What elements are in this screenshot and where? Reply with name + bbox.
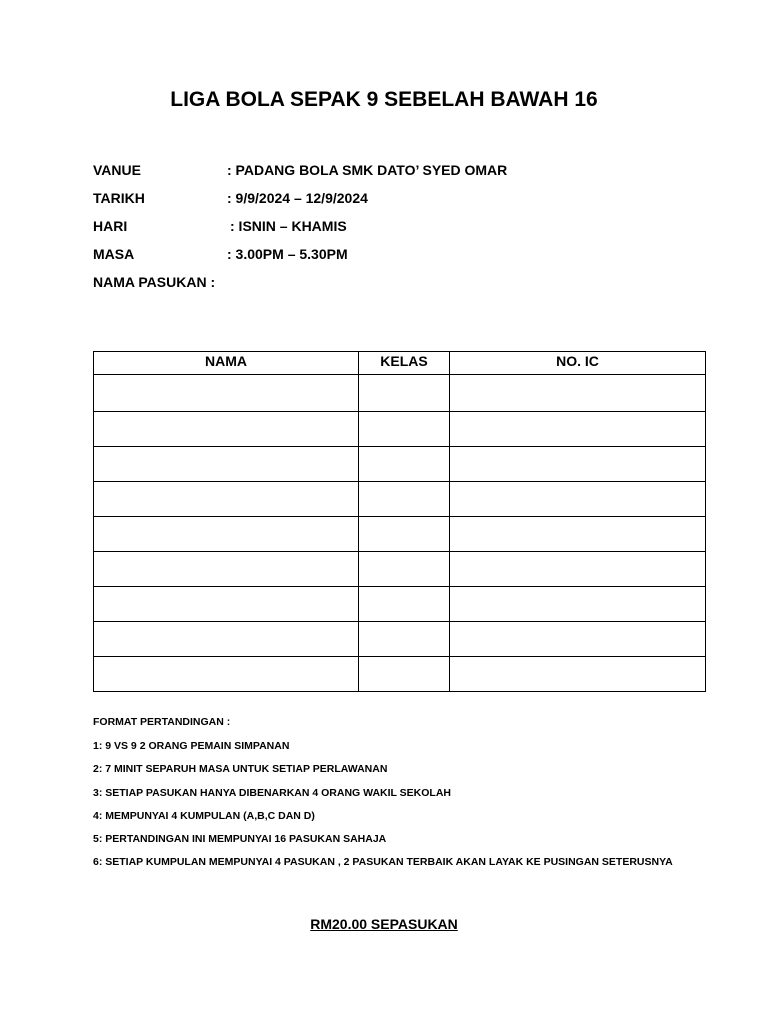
vanue-value: : PADANG BOLA SMK DATO’ SYED OMAR — [227, 162, 508, 178]
nama-cell[interactable] — [94, 412, 359, 447]
no-ic-cell[interactable] — [450, 447, 706, 482]
kelas-cell[interactable] — [359, 657, 450, 692]
vanue-label: VANUE — [93, 162, 141, 178]
kelas-cell[interactable] — [359, 517, 450, 552]
nama-cell[interactable] — [94, 587, 359, 622]
masa-value: : 3.00PM – 5.30PM — [227, 246, 348, 262]
table-row — [94, 622, 706, 657]
hari-label: HARI — [93, 218, 128, 234]
table-row — [94, 482, 706, 517]
nama-pasukan-label: NAMA PASUKAN : — [93, 274, 216, 290]
nama-cell[interactable] — [94, 482, 359, 517]
table-header-row — [94, 352, 706, 375]
no-ic-cell[interactable] — [450, 375, 706, 412]
player-table — [93, 351, 706, 692]
table-row — [94, 657, 706, 692]
kelas-cell[interactable] — [359, 482, 450, 517]
no-ic-cell[interactable] — [450, 657, 706, 692]
header-no-ic: NO. IC — [450, 352, 706, 375]
price-note: RM20.00 SEPASUKAN — [310, 916, 458, 932]
table-row — [94, 517, 706, 552]
kelas-cell[interactable] — [359, 375, 450, 412]
no-ic-cell[interactable] — [450, 552, 706, 587]
kelas-cell[interactable] — [359, 622, 450, 657]
no-ic-cell[interactable] — [450, 482, 706, 517]
table-row — [94, 447, 706, 482]
format-item-4: 4: MEMPUNYAI 4 KUMPULAN (A,B,C DAN D) — [93, 810, 315, 822]
hari-value: : ISNIN – KHAMIS — [230, 218, 347, 234]
format-item-2: 2: 7 MINIT SEPARUH MASA UNTUK SETIAP PERLAWANAN — [93, 763, 388, 775]
nama-cell[interactable] — [94, 657, 359, 692]
header-nama: NAMA — [94, 352, 359, 375]
no-ic-cell[interactable] — [450, 412, 706, 447]
masa-label: MASA — [93, 246, 135, 262]
nama-cell[interactable] — [94, 552, 359, 587]
tarikh-label: TARIKH — [93, 190, 145, 206]
table-row — [94, 375, 706, 412]
tarikh-value: : 9/9/2024 – 12/9/2024 — [227, 190, 368, 206]
header-kelas: KELAS — [359, 352, 450, 375]
nama-cell[interactable] — [94, 517, 359, 552]
no-ic-cell[interactable] — [450, 622, 706, 657]
kelas-cell[interactable] — [359, 412, 450, 447]
nama-cell[interactable] — [94, 375, 359, 412]
nama-cell[interactable] — [94, 622, 359, 657]
table-row — [94, 412, 706, 447]
table-row — [94, 552, 706, 587]
format-item-3: 3: SETIAP PASUKAN HANYA DIBENARKAN 4 ORANG WAKIL SEKOLAH — [93, 787, 452, 799]
format-item-5: 5: PERTANDINGAN INI MEMPUNYAI 16 PASUKAN SAHAJA — [93, 833, 387, 845]
format-item-6: 6: SETIAP KUMPULAN MEMPUNYAI 4 PASUKAN , 2 PASUKAN TERBAIK AKAN LAYAK KE PUSINGAN SETERUSNYA — [93, 856, 673, 868]
no-ic-cell[interactable] — [450, 587, 706, 622]
format-item-1: 1: 9 VS 9 2 ORANG PEMAIN SIMPANAN — [93, 740, 290, 752]
kelas-cell[interactable] — [359, 447, 450, 482]
nama-cell[interactable] — [94, 447, 359, 482]
no-ic-cell[interactable] — [450, 517, 706, 552]
format-heading: FORMAT PERTANDINGAN : — [93, 716, 231, 728]
kelas-cell[interactable] — [359, 587, 450, 622]
table-row — [94, 587, 706, 622]
kelas-cell[interactable] — [359, 552, 450, 587]
page-title: LIGA BOLA SEPAK 9 SEBELAH BAWAH 16 — [170, 88, 598, 111]
